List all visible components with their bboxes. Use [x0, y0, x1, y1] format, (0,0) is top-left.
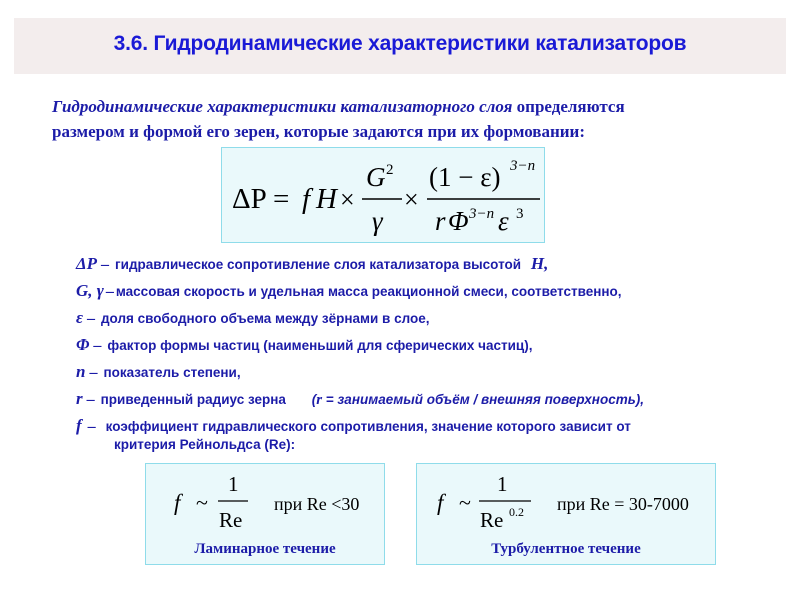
- page-title: 3.6. Гидродинамические характеристики катализаторов: [113, 32, 687, 55]
- intro-line2: размером и формой его зерен, которые задаются при их формовании:: [52, 122, 586, 141]
- intro-italic: Гидродинамические характеристики катализаторного слоя: [52, 97, 513, 116]
- legend-item: ε – доля свободного объема между зёрнами в слое,: [76, 308, 430, 327]
- legend-text: приведенный радиус зерна: [100, 392, 286, 407]
- legend-item: f – коэффициент гидравлического сопротивления, значение которого зависит от: [76, 416, 631, 435]
- formula-H: H: [316, 183, 337, 215]
- turbulent-formula: [417, 464, 717, 540]
- legend-note-text: = занимаемый объём / внешняя поверхность),: [322, 392, 644, 407]
- formula-G-exp: 2: [386, 162, 394, 178]
- formula-f: f: [302, 183, 311, 215]
- legend-note-symbol: r: [316, 392, 323, 408]
- laminar-formula: [146, 464, 386, 540]
- formula-G: G: [366, 162, 386, 192]
- legend-item: r – приведенный радиус зерна (r = занимаемый объём / внешняя поверхность),: [76, 389, 644, 408]
- legend-symbol: f: [76, 416, 82, 435]
- legend-extra: H,: [530, 254, 549, 273]
- formula-den-eps: ε: [498, 206, 509, 236]
- regime-num: 1: [228, 472, 239, 496]
- legend-symbol: ε: [76, 308, 83, 327]
- legend-text: массовая скорость и удельная масса реакционной смеси, соответственно,: [115, 284, 622, 299]
- legend-symbol: r: [76, 389, 83, 408]
- legend-continuation: критерия Рейнольдса (Re):: [114, 437, 296, 452]
- regime-tilde: ~: [459, 490, 471, 515]
- regime-condition: при Re <30: [274, 494, 360, 514]
- legend-item: G, γ – массовая скорость и удельная масса реакционной смеси, соответственно,: [76, 281, 622, 300]
- legend-item: ΔP – гидравлическое сопротивление слоя катализатора высотой H,: [76, 254, 549, 273]
- regime-tilde: ~: [196, 490, 208, 515]
- regime-den-exp: 0.2: [509, 505, 524, 519]
- regime-den: Re: [480, 508, 504, 532]
- legend-item: Φ – фактор формы частиц (наименьший для сферических частиц),: [76, 335, 533, 354]
- formula-times-2: ×: [404, 185, 419, 214]
- formula-den-phi: Φ: [448, 206, 469, 236]
- formula-times-1: ×: [340, 185, 355, 214]
- turbulent-regime-box: [416, 463, 716, 565]
- intro-rest: определяются: [512, 97, 625, 116]
- legend-text: коэффициент гидравлического сопротивления, значение которого зависит от: [105, 419, 631, 434]
- title-bar: [14, 18, 786, 74]
- main-formula-box: [221, 147, 545, 243]
- legend-text: показатель степени,: [103, 365, 241, 380]
- legend-symbol: n: [76, 362, 86, 381]
- laminar-regime-box: [145, 463, 385, 565]
- formula-num-paren: (1 − ε): [429, 162, 501, 192]
- regime-caption: Ламинарное течение: [194, 541, 336, 557]
- legend-symbol: Φ: [76, 335, 90, 354]
- legend-note: (r = занимаемый объём / внешняя поверхность),: [311, 392, 644, 408]
- legend-symbol: G, γ: [76, 281, 104, 300]
- legend-text: фактор формы частиц (наименьший для сферических частиц),: [107, 338, 533, 353]
- legend-text: доля свободного объема между зёрнами в слое,: [100, 311, 430, 326]
- legend-text: гидравлическое сопротивление слоя катализатора высотой: [115, 257, 522, 272]
- formula-den-eps-exp: 3: [516, 206, 524, 222]
- legend-item: n – показатель степени,: [76, 362, 241, 381]
- formula-den-phi-exp: 3−n: [469, 206, 495, 222]
- legend-symbol: ΔP: [76, 254, 98, 273]
- regime-f: f: [174, 490, 181, 515]
- regime-condition: при Re = 30-7000: [557, 494, 689, 514]
- formula-lhs: ΔP =: [232, 183, 290, 215]
- formula-gamma: γ: [372, 206, 383, 236]
- regime-caption: Турбулентное течение: [491, 541, 641, 557]
- regime-num: 1: [497, 472, 508, 496]
- formula-den-r: r: [435, 206, 446, 236]
- formula-num-exp: 3−n: [510, 158, 536, 174]
- regime-den: Re: [219, 508, 243, 532]
- regime-f: f: [437, 490, 444, 515]
- pressure-drop-formula: [222, 148, 546, 244]
- intro-paragraph: [52, 94, 772, 144]
